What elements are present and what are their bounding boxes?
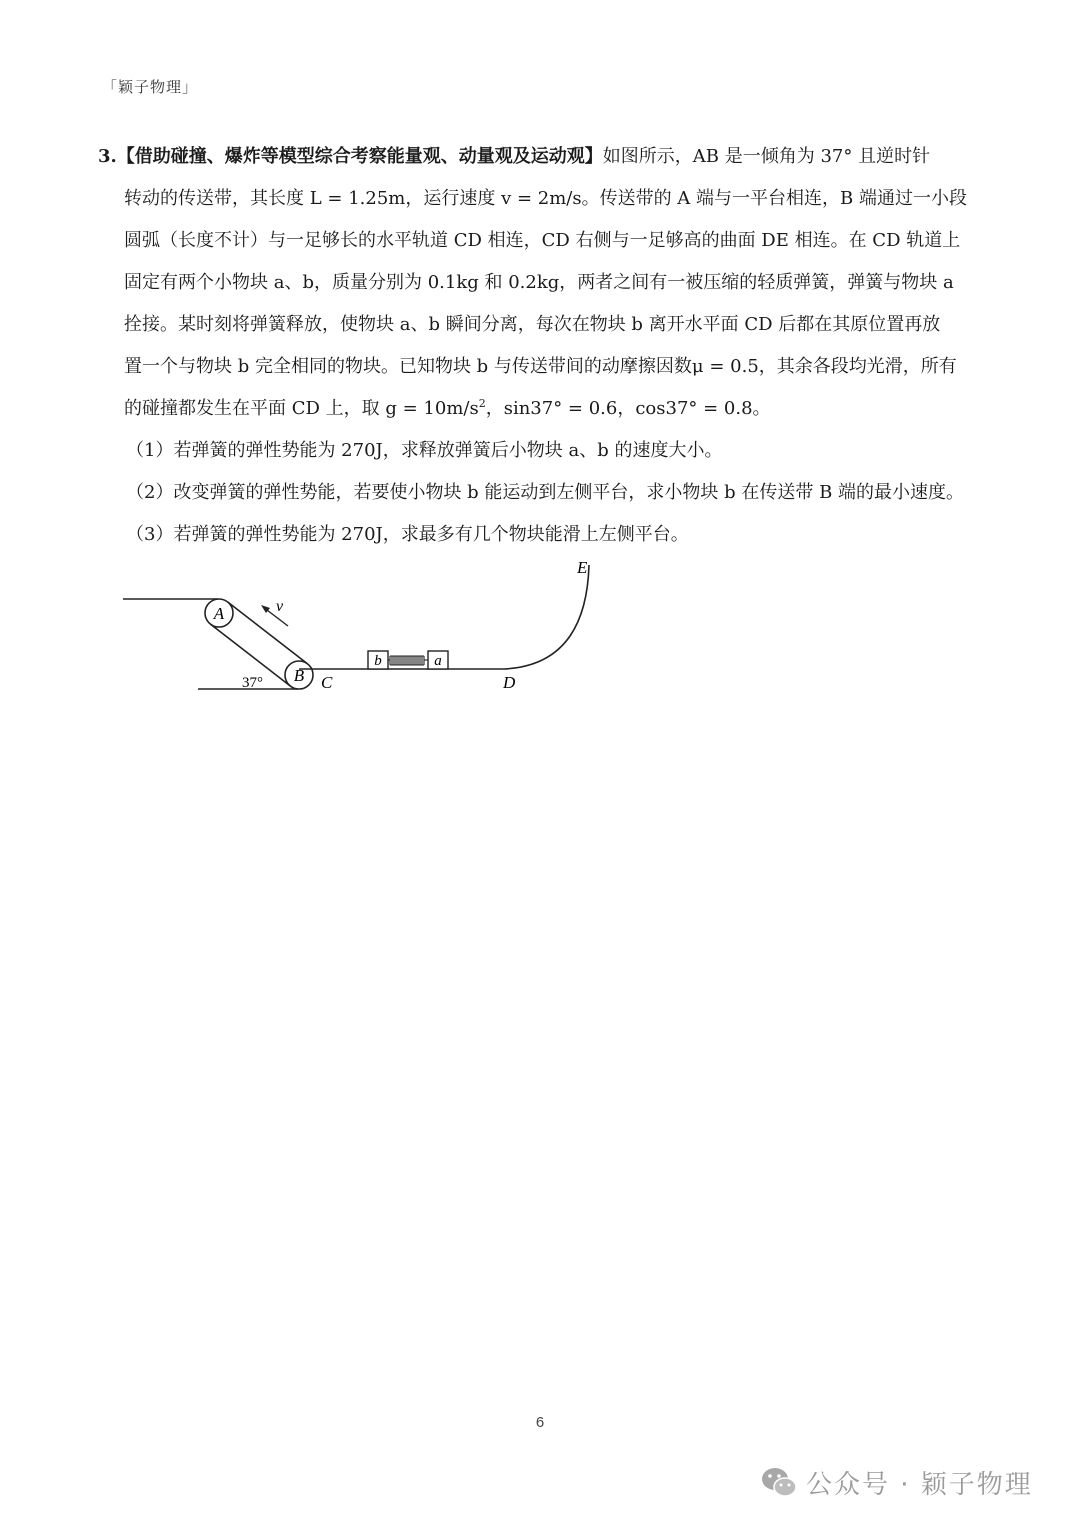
watermark-text: 公众号 · 颖子物理 [806, 1470, 1033, 1500]
subquestion-1: （1）若弹簧的弹性势能为 270J，求释放弹簧后小物块 a、b 的速度大小。 [126, 440, 723, 461]
label-D: D [503, 673, 516, 692]
subquestion-3: （3）若弹簧的弹性势能为 270J，求最多有几个物块能滑上左侧平台。 [126, 524, 689, 545]
label-A: A [213, 604, 225, 623]
label-E: E [577, 558, 588, 577]
label-angle: 37° [242, 675, 263, 691]
physics-diagram [118, 555, 608, 700]
problem-line-last [98, 388, 986, 430]
wechat-icon [760, 1466, 798, 1500]
problem-tag: 【借助碰撞、爆炸等模型综合考察能量观、动量观及运动观】 [116, 146, 603, 167]
label-a: a [434, 653, 442, 669]
problem-number: 3. [98, 146, 117, 167]
problem-line: 固定有两个小物块 a、b，质量分别为 0.1kg 和 0.2kg，两者之间有一被压缩的轻质弹簧，弹簧与物块 a [124, 272, 954, 293]
page-number: 6 [535, 1414, 545, 1431]
label-C: C [321, 673, 333, 692]
compressed-spring [388, 656, 428, 665]
problem-line: 如图所示，AB 是一倾角为 37° 且逆时针 [602, 146, 931, 167]
problem-line: 圆弧（长度不计）与一足够长的水平轨道 CD 相连，CD 右侧与一足够高的曲面 DE 相连。在 CD 轨道上 [124, 230, 961, 251]
problem-3 [98, 136, 986, 556]
label-b: b [374, 653, 382, 669]
velocity-arrow [261, 605, 288, 626]
label-B: B [293, 666, 305, 685]
problem-line: 拴接。某时刻将弹簧释放，使物块 a、b 瞬间分离，每次在物块 b 离开水平面 CD 后都在其原位置再放 [124, 314, 941, 335]
curve-DE [504, 565, 589, 669]
last-line-pre: 的碰撞都发生在平面 CD 上，取 g = 10m/s [124, 398, 479, 419]
watermark [760, 1464, 1033, 1501]
problem-line: 转动的传送带，其长度 L = 1.25m，运行速度 v = 2m/s。传送带的 A 端与一平台相连，B 端通过一小段 [124, 188, 967, 209]
header-mark: 「颖子物理」 [102, 78, 199, 96]
subquestion-2: （2）改变弹簧的弹性势能，若要使小物块 b 能运动到左侧平台，求小物块 b 在传送带 B 端的最小速度。 [126, 482, 965, 503]
label-v: v [276, 598, 284, 615]
last-line-post: ，sin37° = 0.6，cos37° = 0.8。 [485, 398, 771, 419]
problem-first-line [98, 136, 986, 178]
problem-line: 置一个与物块 b 完全相同的物块。已知物块 b 与传送带间的动摩擦因数μ = 0.5，其余各段均光滑，所有 [124, 356, 957, 377]
last-line-sup: 2 [478, 397, 486, 410]
